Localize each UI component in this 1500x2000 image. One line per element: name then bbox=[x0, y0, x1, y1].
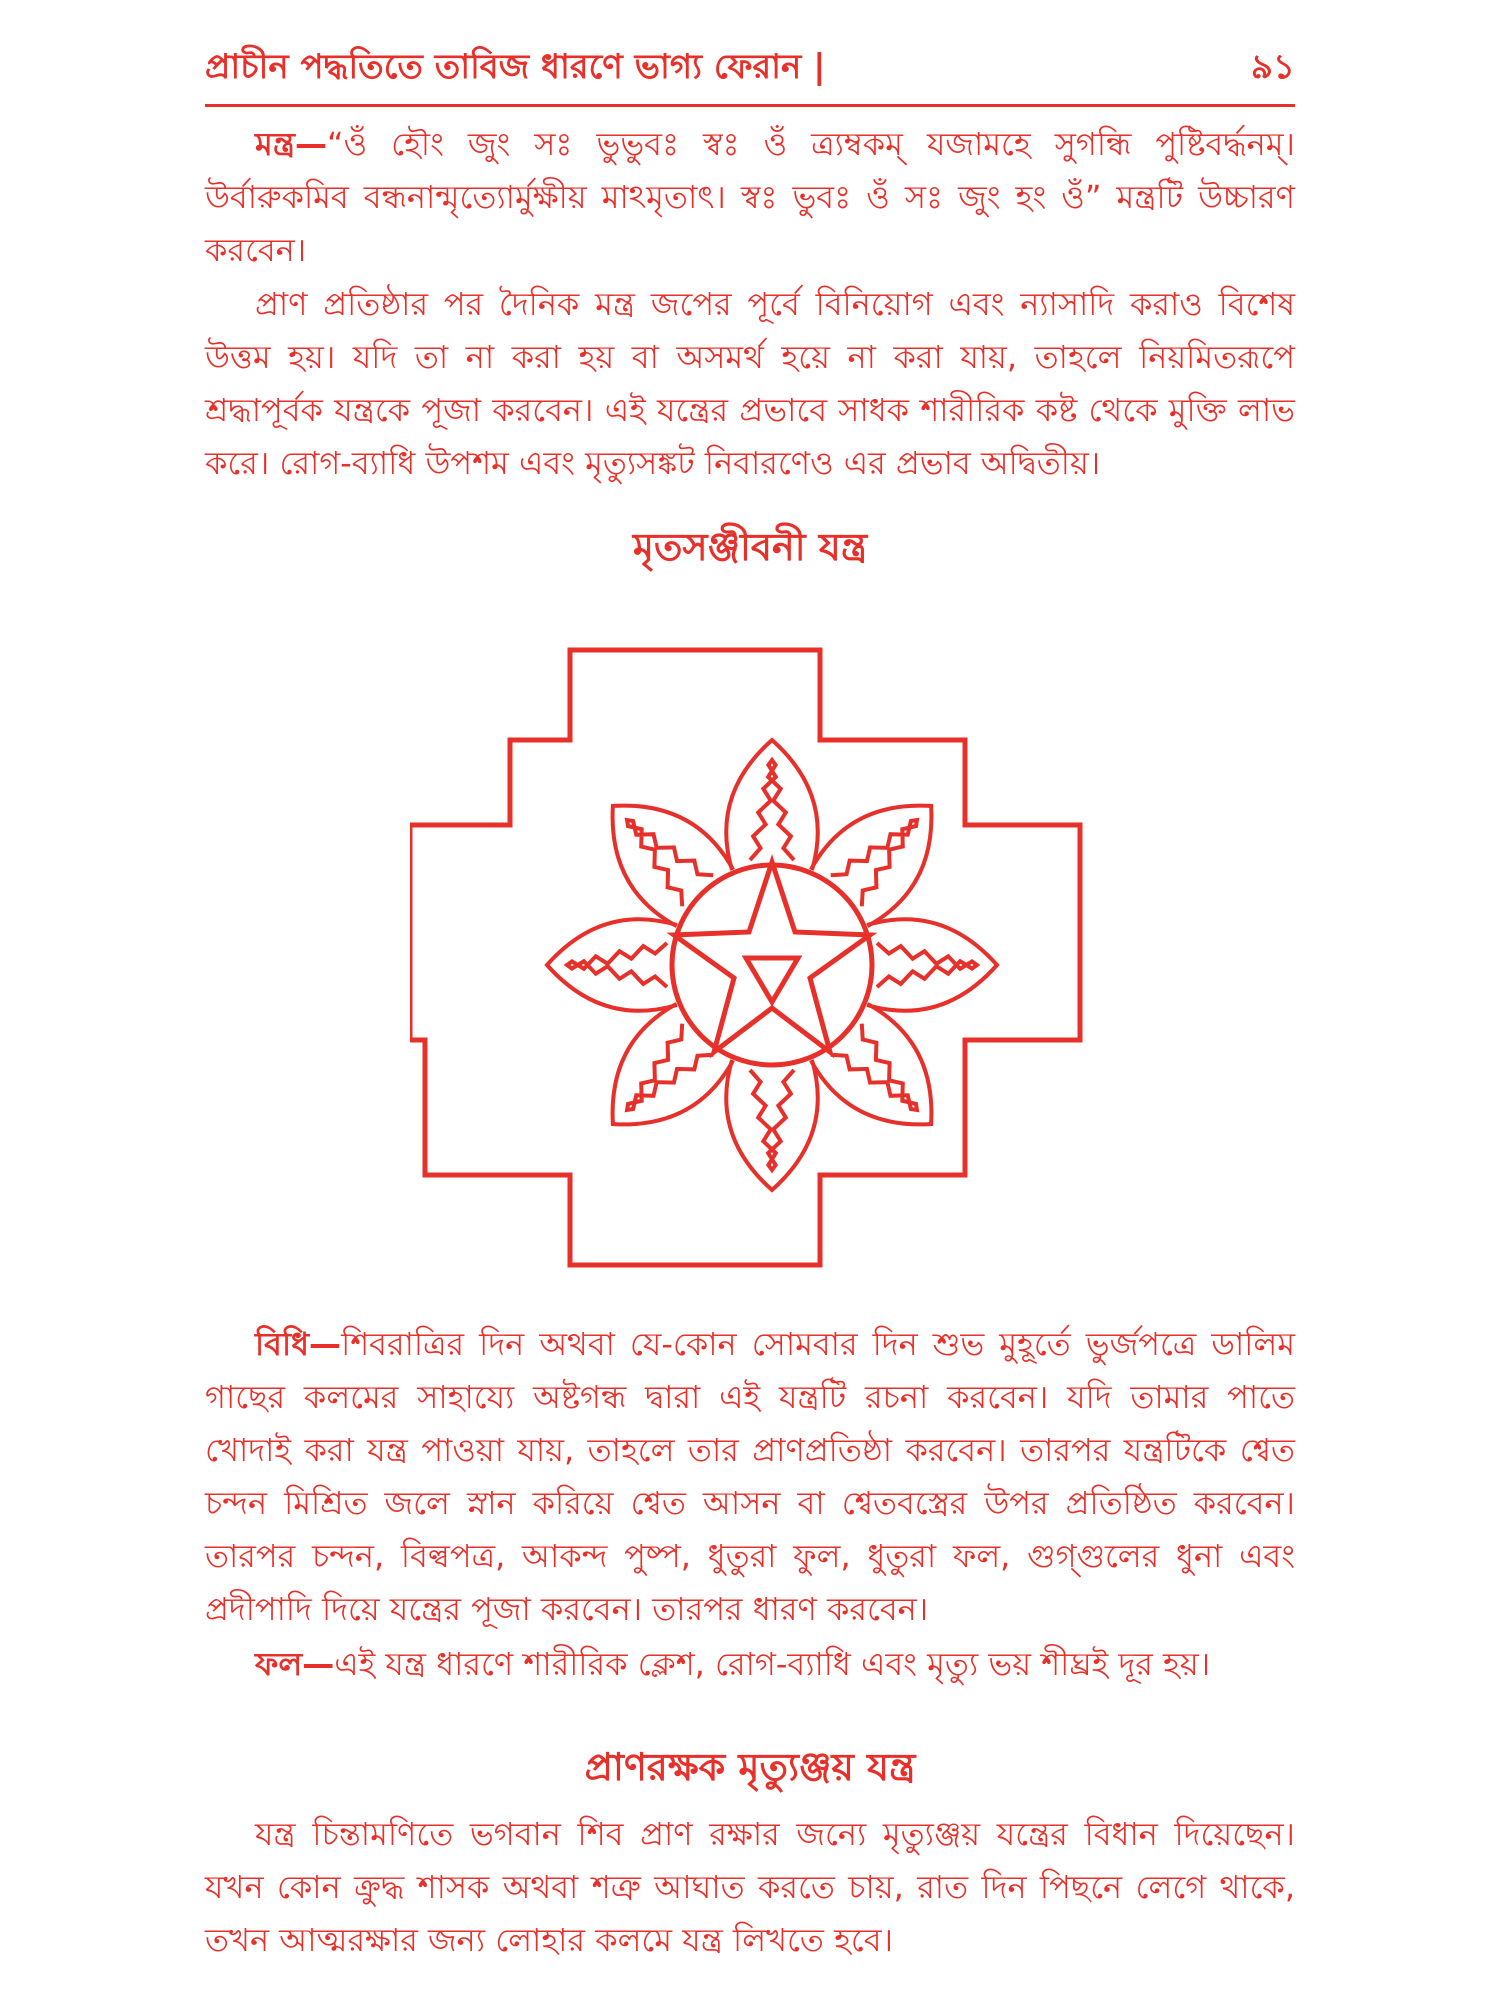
page-number: ৯১ bbox=[1250, 47, 1295, 87]
yantra-center-circle bbox=[672, 865, 872, 1065]
petal bbox=[807, 1000, 964, 1157]
petal-outline bbox=[807, 1000, 964, 1157]
header-rule bbox=[205, 104, 1295, 107]
petal bbox=[726, 740, 818, 870]
phal-paragraph bbox=[205, 1638, 1295, 1691]
petal-vein bbox=[611, 804, 713, 906]
mritasanjivani-yantra-diagram bbox=[410, 640, 1090, 1280]
petal-outline bbox=[807, 774, 964, 931]
body-paragraph-2: প্রাণ প্রতিষ্ঠার পর দৈনিক মন্ত্র জপের পূর্বে বিনিয়োগ এবং ন্যাসাদি করাও বিশেষ উত্তম হয়। যদি তা না করা হয় বা অসমর্থ হয়ে না করা যায়, তাহলে নিয়মিতরূপে শ্রদ্ধাপূর্বক যন্ত্রকে পূজা করবেন। এই যন্ত্রের প্রভাবে সাধক শারীরিক কষ্ট থেকে মুক্তি লাভ করে। রোগ-ব্যাধি উপশম এবং মৃত্যুসঙ্কট নিবারণেও এর প্রভাব অদ্বিতীয়। bbox=[205, 285, 1295, 482]
petal-outline bbox=[581, 1000, 738, 1157]
petal-vein bbox=[750, 1070, 794, 1170]
yantra-inner-triangle bbox=[746, 958, 798, 1002]
running-header bbox=[205, 38, 1295, 98]
petal-vein bbox=[831, 804, 933, 906]
petal bbox=[867, 919, 997, 1011]
petal bbox=[807, 774, 964, 931]
vidhi-text: শিবরাত্রির দিন অথবা যে-কোন সোমবার দিন শুভ মুহূর্তে ভুর্জপত্রে ডালিম গাছের কলমের সাহায্যে অষ্টগন্ধ দ্বারা এই যন্ত্রটি রচনা করবেন। যদি তামার পাতে খোদাই করা যন্ত্র পাওয়া যায়, তাহলে তার প্রাণপ্রতিষ্ঠা করবেন। তারপর যন্ত্রটিকে শ্বেত চন্দন মিশ্রিত জলে স্নান করিয়ে শ্বেত আসন বা শ্বেতবস্ত্রের উপর প্রতিষ্ঠিত করবেন। তারপর চন্দন, বিল্বপত্র, আকন্দ পুষ্প, ধুতুরা ফুল, ধুতুরা ফল, গুগ্‌গুলের ধুনা এবং প্রদীপাদি দিয়ে যন্ত্রের পূজা করবেন। তারপর ধারণ করবেন। bbox=[205, 1325, 1295, 1628]
petal bbox=[581, 774, 738, 931]
phal-text: এই যন্ত্র ধারণে শারীরিক ক্লেশ, রোগ-ব্যাধি এবং মৃত্যু ভয় শীঘ্রই দূর হয়। bbox=[334, 1645, 1211, 1683]
mantra-paragraph bbox=[205, 118, 1295, 277]
petal-vein bbox=[750, 760, 794, 860]
petal-vein bbox=[831, 1024, 933, 1126]
header-title: প্রাচীন পদ্ধতিতে তাবিজ ধারণে ভাগ্য ফেরান | bbox=[205, 47, 826, 87]
petal-outline bbox=[581, 774, 738, 931]
vidhi-label: বিধি— bbox=[255, 1325, 342, 1363]
body-paragraph-last: যন্ত্র চিন্তামণিতে ভগবান শিব প্রাণ রক্ষার জন্যে মৃত্যুঞ্জয় যন্ত্রের বিধান দিয়েছেন। যখন কোন ক্রুদ্ধ শাসক অথবা শত্রু আঘাত করতে চায়, রাত দিন পিছনে লেগে থাকে, তখন আত্মরক্ষার জন্য লোহার কলমে যন্ত্র লিখতে হবে। bbox=[205, 1815, 1295, 1959]
mantra-label: মন্ত্র— bbox=[255, 125, 327, 163]
mantra-text: “ওঁ হৌং জুং সঃ ভুভুবঃ স্বঃ ওঁ ত্র্যম্বকম্ যজামহে সুগন্ধি পুষ্টিবর্দ্ধনম্। উর্বারুকমিব বন্ধনান্মৃত্যোর্মুক্ষীয় মাঽমৃতাৎ। স্বঃ ভুবঃ ওঁ সঃ জুং হং ওঁ” মন্ত্রটি উচ্চারণ করবেন। bbox=[205, 125, 1295, 269]
petal bbox=[581, 1000, 738, 1157]
petal-vein bbox=[877, 943, 977, 987]
petal bbox=[726, 1060, 818, 1190]
lotus-petals bbox=[547, 740, 997, 1190]
phal-label: ফল— bbox=[255, 1645, 335, 1683]
petal-vein bbox=[567, 943, 667, 987]
vidhi-paragraph bbox=[205, 1318, 1295, 1636]
petal bbox=[547, 919, 677, 1011]
section-title-mritasanjivani: মৃতসঞ্জীবনী যন্ত্র bbox=[632, 525, 868, 569]
petal-vein bbox=[611, 1024, 713, 1126]
section-title-mrityunjay: প্রাণরক্ষক মৃত্যুঞ্জয় যন্ত্র bbox=[584, 1745, 916, 1789]
